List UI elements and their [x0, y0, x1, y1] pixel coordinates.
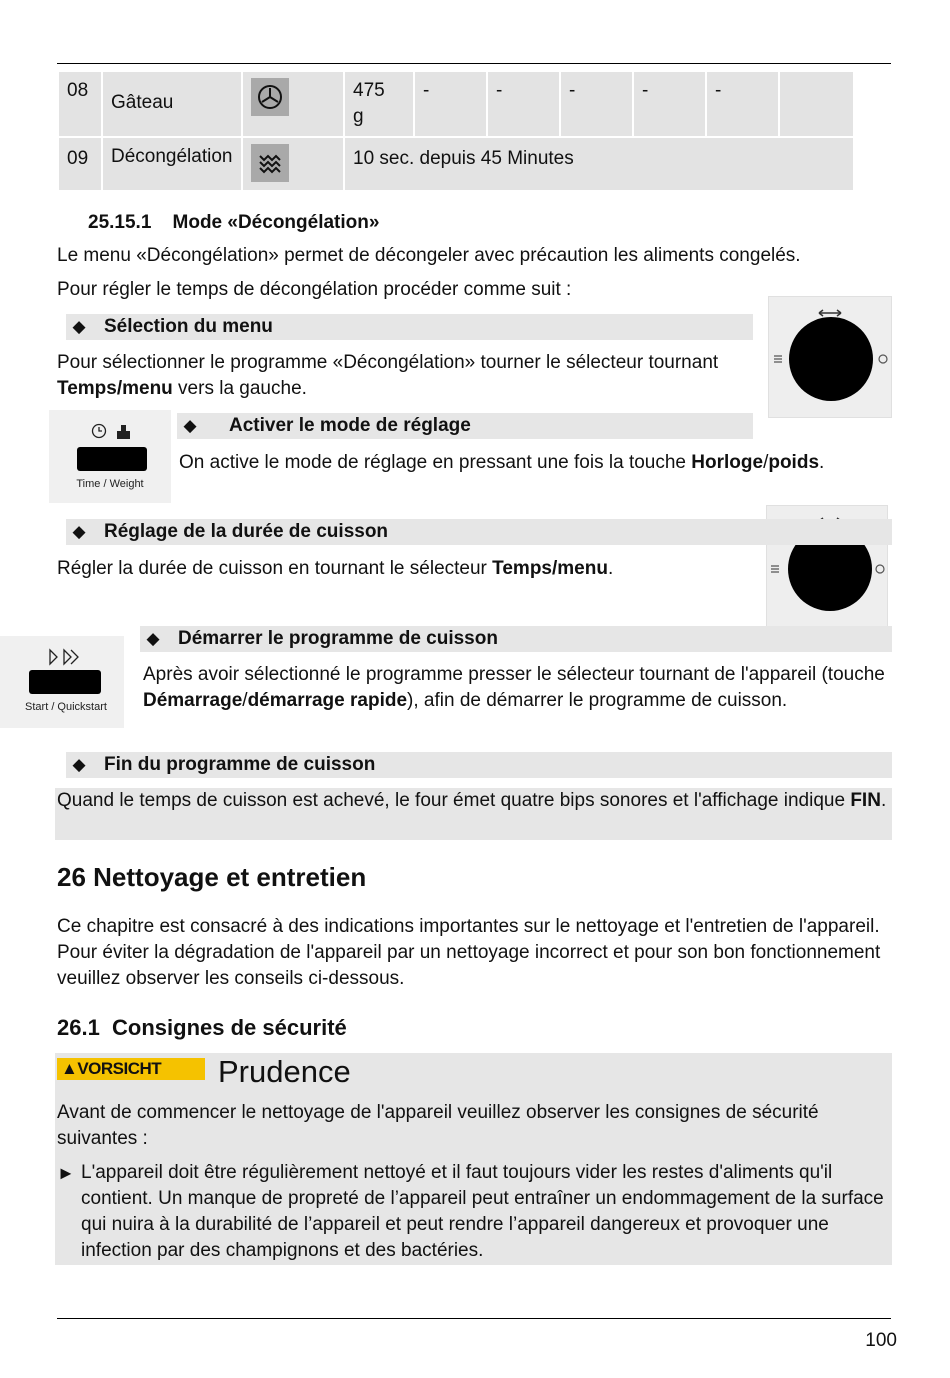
step-heading-selection-menu: ◆ Sélection du menu [66, 314, 753, 340]
step-heading-start-program: ◆ Démarrer le programme de cuisson [140, 626, 892, 652]
start-quickstart-label: Start / Quickstart [25, 701, 107, 713]
warning-badge: ▲VORSICHT [57, 1058, 205, 1080]
program-name: Gâteau [102, 71, 242, 137]
caution-bullet: L'appareil doit être régulièrement nettoyé et il faut toujours vider les restes d'aliments qu'il contient. Un manque de propreté de l’appareil peut entraîner un endommagement de la surface qui nuira à la durabilité de l’appareil et peut rendre l’appareil dangereux et provoquer une infection par des champignons et des bactéries. [81, 1162, 884, 1261]
program-weight: 475 g [344, 71, 414, 137]
intro-paragraph-2: Pour régler le temps de décongélation procéder comme suit : [57, 279, 572, 300]
section-heading-26: 26 Nettoyage et entretien [57, 862, 367, 892]
section-heading-25-15-1: 25.15.1 Mode «Décongélation» [88, 212, 380, 233]
table-cell: - [560, 71, 633, 137]
step-heading-end-program: ◆ Fin du programme de cuisson [66, 752, 892, 778]
diamond-bullet-icon: ◆ [72, 522, 86, 541]
section-26-body: Ce chapitre est consacré à des indications importantes sur le nettoyage et l'entretien de l'appareil. Pour éviter la dégradation de l'appareil par un nettoyage incorrect et pour son bon fonctionnement veuillez observer les conseils ci-dessous. [57, 916, 881, 989]
row-number: 08 [58, 71, 102, 137]
step-heading-duration: ◆ Réglage de la durée de cuisson [66, 519, 892, 545]
intro-paragraph-1: Le menu «Décongélation» permet de décongeler avec précaution les aliments congelés. [57, 245, 801, 266]
bottom-rule [57, 1318, 891, 1319]
play-fast-forward-icon [48, 648, 82, 666]
table-cell: - [487, 71, 560, 137]
program-name: Décongélation [102, 137, 242, 191]
step5-text: Quand le temps de cuisson est achevé, le four émet quatre bips sonores et l'affichage indique FIN. [57, 790, 887, 811]
page-number: 100 [865, 1330, 897, 1351]
step4-text: Après avoir sélectionné le programme presser le sélecteur tournant de l'appareil (touche Démarrage/démarrage rapide), afin de démarrer le programme de cuisson. [143, 664, 885, 711]
diamond-bullet-icon: ◆ [72, 755, 86, 774]
table-cell [779, 71, 854, 137]
caution-title: Prudence [218, 1054, 351, 1089]
time-weight-button-panel [49, 410, 171, 503]
clock-weight-icon [91, 422, 131, 440]
time-weight-label: Time / Weight [76, 478, 144, 490]
row-number: 09 [58, 137, 102, 191]
start-quickstart-button[interactable] [29, 670, 101, 694]
table-cell: - [633, 71, 706, 137]
step2-text: On active le mode de réglage en pressant une fois la touche Horloge/poids. [179, 452, 825, 473]
diamond-bullet-icon: ◆ [146, 629, 160, 648]
diamond-bullet-icon: ◆ [183, 416, 197, 435]
defrost-icon [251, 144, 289, 182]
section-heading-26-1: 26.1 Consignes de sécurité [57, 1015, 347, 1040]
time-menu-knob-panel [768, 296, 892, 418]
time-weight-button[interactable] [77, 447, 147, 471]
table-cell: - [414, 71, 487, 137]
cake-fan-icon [251, 78, 289, 116]
top-rule [57, 63, 891, 64]
start-quickstart-button-panel [0, 636, 124, 728]
step-heading-activate-setting: ◆ Activer le mode de réglage [177, 413, 753, 439]
table-row [58, 71, 854, 137]
step1-text: Pour sélectionner le programme «Décongélation» tourner le sélecteur tournant Temps/menu vers la gauche. [57, 352, 719, 399]
diamond-bullet-icon: ◆ [72, 317, 86, 336]
program-table [57, 70, 855, 192]
defrost-time: 10 sec. depuis 45 Minutes [344, 137, 854, 191]
table-row [58, 137, 854, 191]
rotary-knob-icon [769, 297, 891, 417]
triangle-bullet-icon: ► [57, 1163, 75, 1183]
table-cell: - [706, 71, 779, 137]
caution-intro: Avant de commencer le nettoyage de l'appareil veuillez observer les consignes de sécurité suivantes : [57, 1102, 819, 1149]
step3-text: Régler la durée de cuisson en tournant le sélecteur Temps/menu. [57, 558, 614, 579]
